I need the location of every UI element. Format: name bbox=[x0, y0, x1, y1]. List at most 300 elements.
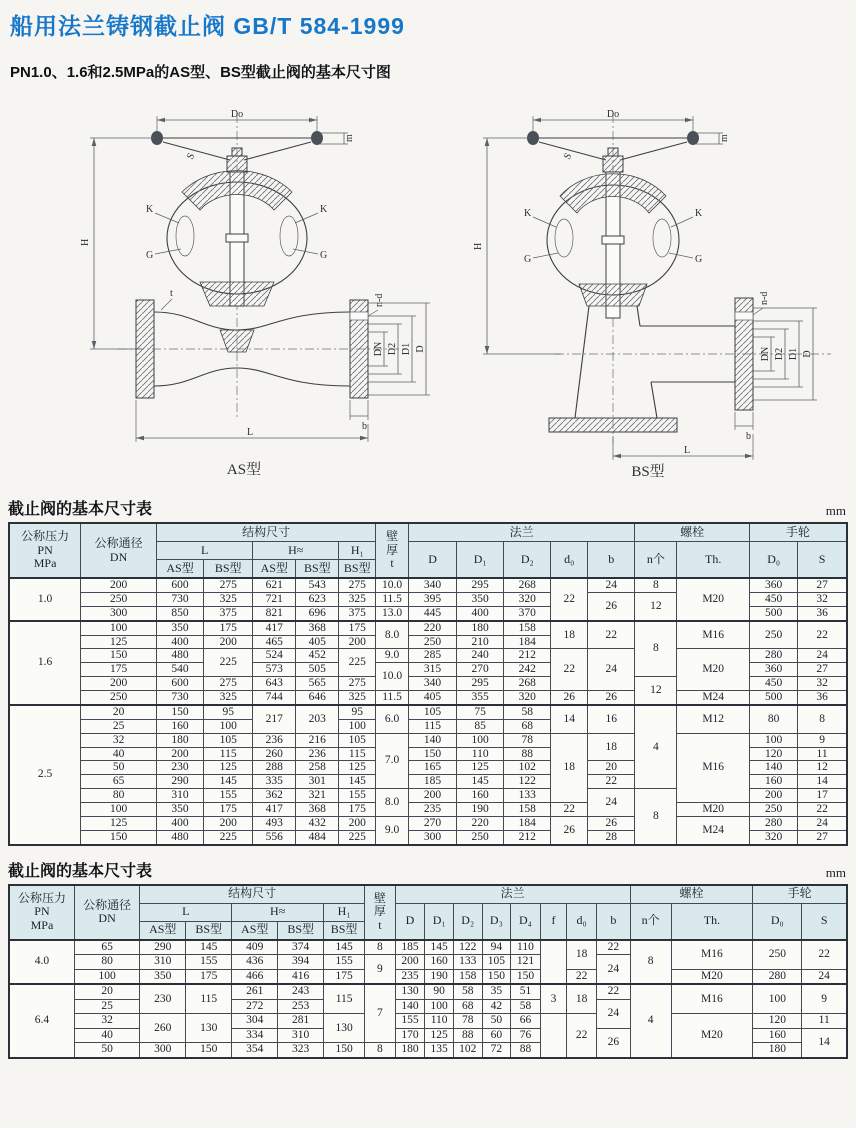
value-cell: M20 bbox=[677, 649, 750, 691]
value-cell: 32 bbox=[798, 677, 847, 691]
value-cell: 24 bbox=[588, 649, 635, 691]
value-cell: 100 bbox=[74, 969, 139, 984]
header-cell: AS型 bbox=[232, 921, 278, 940]
value-cell: 160 bbox=[750, 775, 798, 789]
dim-label-m: m bbox=[344, 134, 355, 142]
m-dimension bbox=[696, 133, 730, 144]
header-cell: BS型 bbox=[339, 560, 376, 579]
value-cell: 480 bbox=[157, 830, 204, 844]
value-cell: 26 bbox=[551, 691, 588, 705]
value-cell: 1.0 bbox=[9, 578, 81, 621]
value-cell: 268 bbox=[504, 578, 551, 592]
value-cell: 155 bbox=[395, 1014, 425, 1029]
value-cell: 280 bbox=[750, 649, 798, 663]
drawings-area bbox=[0, 82, 856, 484]
valve-body bbox=[549, 298, 753, 432]
value-cell: 11 bbox=[798, 747, 847, 761]
value-cell: 18 bbox=[588, 733, 635, 761]
value-cell: 100 bbox=[81, 803, 157, 817]
value-cell: 40 bbox=[81, 747, 157, 761]
value-cell: 850 bbox=[157, 606, 204, 620]
table2-caption: 截止阀的基本尺寸表 bbox=[8, 862, 153, 880]
dim-label-h: H bbox=[80, 238, 91, 246]
value-cell: 200 bbox=[339, 635, 376, 649]
header-cell: 螺栓 bbox=[635, 523, 750, 542]
value-cell: 12 bbox=[635, 677, 677, 705]
value-cell: 730 bbox=[157, 691, 204, 705]
value-cell: 58 bbox=[453, 984, 482, 999]
value-cell: 250 bbox=[750, 621, 798, 649]
dim-label-d2: D2 bbox=[774, 347, 785, 361]
value-cell: M16 bbox=[677, 621, 750, 649]
value-cell: 310 bbox=[278, 1028, 324, 1043]
value-cell: 220 bbox=[457, 816, 504, 830]
value-cell: 9.0 bbox=[376, 649, 409, 663]
value-cell: 155 bbox=[186, 955, 232, 970]
value-cell: 22 bbox=[798, 803, 847, 817]
value-cell: 350 bbox=[157, 621, 204, 635]
value-cell: 115 bbox=[204, 747, 253, 761]
value-cell: 280 bbox=[753, 969, 802, 984]
header-cell: 螺栓 bbox=[630, 885, 753, 904]
value-cell: 150 bbox=[324, 1043, 365, 1058]
header-cell: 公称通径 DN bbox=[81, 523, 157, 578]
value-cell: 730 bbox=[157, 592, 204, 606]
value-cell: 100 bbox=[457, 733, 504, 747]
header-cell: 结构尺寸 bbox=[140, 885, 365, 904]
value-cell: 22 bbox=[798, 621, 847, 649]
value-cell: 185 bbox=[395, 940, 425, 955]
value-cell: 50 bbox=[74, 1043, 139, 1058]
value-cell: M20 bbox=[677, 578, 750, 621]
value-cell: 354 bbox=[232, 1043, 278, 1058]
value-cell: 260 bbox=[253, 747, 296, 761]
value-cell: 272 bbox=[232, 999, 278, 1014]
value-cell: 465 bbox=[253, 635, 296, 649]
value-cell: 105 bbox=[482, 955, 511, 970]
value-cell: 155 bbox=[339, 789, 376, 803]
value-cell: 6.0 bbox=[376, 705, 409, 733]
value-cell: 24 bbox=[802, 969, 847, 984]
dim-label-d1: D1 bbox=[401, 342, 412, 356]
header-cell: D bbox=[408, 542, 456, 579]
value-cell: 180 bbox=[395, 1043, 425, 1058]
header-cell: b bbox=[588, 542, 635, 579]
value-cell: 150 bbox=[408, 747, 456, 761]
value-cell: 105 bbox=[408, 705, 456, 719]
value-cell: 200 bbox=[395, 955, 425, 970]
value-cell: 310 bbox=[140, 955, 186, 970]
value-cell: 9 bbox=[802, 984, 847, 1014]
value-cell: 268 bbox=[504, 677, 551, 691]
dim-label-k: K bbox=[320, 204, 328, 215]
value-cell: 450 bbox=[750, 677, 798, 691]
header-cell: 壁 厚 t bbox=[365, 885, 396, 940]
value-cell: 350 bbox=[157, 803, 204, 817]
value-cell: 115 bbox=[186, 984, 232, 1014]
value-cell: 145 bbox=[339, 775, 376, 789]
value-cell: 22 bbox=[551, 578, 588, 621]
value-cell: 24 bbox=[596, 955, 630, 985]
value-cell: 76 bbox=[511, 1028, 541, 1043]
value-cell: 8 bbox=[798, 705, 847, 733]
value-cell: 130 bbox=[186, 1014, 232, 1043]
value-cell: 150 bbox=[81, 830, 157, 844]
value-cell: 270 bbox=[408, 816, 456, 830]
dim-label-do: Do bbox=[606, 109, 620, 120]
value-cell: 130 bbox=[324, 1014, 365, 1043]
value-cell: 290 bbox=[157, 775, 204, 789]
value-cell: 6.4 bbox=[9, 984, 74, 1058]
value-cell: 95 bbox=[204, 705, 253, 719]
value-cell: 65 bbox=[74, 940, 139, 955]
value-cell: 20 bbox=[588, 761, 635, 775]
value-cell: 75 bbox=[457, 705, 504, 719]
header-cell: AS型 bbox=[157, 560, 204, 579]
value-cell: 160 bbox=[457, 789, 504, 803]
value-cell: 28 bbox=[588, 830, 635, 844]
dim-label-g: G bbox=[695, 254, 703, 265]
value-cell: 300 bbox=[81, 606, 157, 620]
value-cell: 436 bbox=[232, 955, 278, 970]
value-cell: 310 bbox=[157, 789, 204, 803]
value-cell: 295 bbox=[457, 578, 504, 592]
value-cell: 236 bbox=[253, 733, 296, 747]
value-cell: 250 bbox=[81, 592, 157, 606]
dim-label-d2: D2 bbox=[387, 342, 398, 356]
header-cell: D₂ bbox=[504, 542, 551, 579]
header-cell: L bbox=[140, 903, 232, 921]
value-cell: 325 bbox=[204, 592, 253, 606]
value-cell: 395 bbox=[408, 592, 456, 606]
value-cell: 80 bbox=[750, 705, 798, 733]
value-cell: 253 bbox=[278, 999, 324, 1014]
table2-caption-row bbox=[8, 858, 848, 881]
value-cell: 8.0 bbox=[376, 789, 409, 817]
value-cell: 370 bbox=[504, 606, 551, 620]
value-cell: 493 bbox=[253, 816, 296, 830]
value-cell: 100 bbox=[339, 719, 376, 733]
value-cell: 175 bbox=[339, 621, 376, 635]
value-cell: 12 bbox=[635, 592, 677, 620]
value-cell: 225 bbox=[339, 830, 376, 844]
header-cell: AS型 bbox=[253, 560, 296, 579]
value-cell: 88 bbox=[511, 1043, 541, 1058]
value-cell: 36 bbox=[798, 691, 847, 705]
dim-label-nd: n-d bbox=[374, 293, 385, 307]
dim-label-g: G bbox=[524, 254, 532, 265]
value-cell: 230 bbox=[157, 761, 204, 775]
dim-label-h: H bbox=[473, 242, 484, 250]
value-cell: 8 bbox=[365, 940, 396, 955]
value-cell: 140 bbox=[750, 761, 798, 775]
value-cell: 150 bbox=[81, 649, 157, 663]
value-cell: 394 bbox=[278, 955, 324, 970]
value-cell: 235 bbox=[408, 803, 456, 817]
dim-label-m: m bbox=[719, 134, 730, 142]
value-cell: 17 bbox=[798, 789, 847, 803]
value-cell: 150 bbox=[511, 969, 541, 984]
value-cell: 42 bbox=[482, 999, 511, 1014]
value-cell: 22 bbox=[551, 803, 588, 817]
value-cell: 8 bbox=[635, 621, 677, 677]
header-cell: BS型 bbox=[324, 921, 365, 940]
value-cell: 130 bbox=[395, 984, 425, 999]
value-cell: 225 bbox=[204, 649, 253, 677]
value-cell: 158 bbox=[504, 803, 551, 817]
value-cell: 25 bbox=[81, 719, 157, 733]
value-cell: 288 bbox=[253, 761, 296, 775]
value-cell: 360 bbox=[750, 578, 798, 592]
value-cell: M16 bbox=[671, 984, 753, 1014]
value-cell: 26 bbox=[588, 592, 635, 620]
value-cell: 180 bbox=[457, 621, 504, 635]
value-cell: 85 bbox=[457, 719, 504, 733]
value-cell: 50 bbox=[482, 1014, 511, 1029]
value-cell: 4 bbox=[630, 984, 671, 1058]
value-cell bbox=[540, 1014, 567, 1058]
value-cell: 250 bbox=[408, 635, 456, 649]
header-cell: D₃ bbox=[482, 903, 511, 940]
value-cell: M16 bbox=[671, 940, 753, 970]
value-cell: 125 bbox=[339, 761, 376, 775]
dim-label-d: D bbox=[415, 345, 426, 353]
value-cell: 150 bbox=[157, 705, 204, 719]
value-cell: 200 bbox=[408, 789, 456, 803]
value-cell: 500 bbox=[750, 606, 798, 620]
header-cell: 手轮 bbox=[750, 523, 847, 542]
dimension-table-2 bbox=[8, 884, 848, 1059]
value-cell: 26 bbox=[588, 691, 635, 705]
value-cell: 4 bbox=[635, 705, 677, 789]
value-cell: 50 bbox=[81, 761, 157, 775]
value-cell: 22 bbox=[596, 940, 630, 955]
header-cell: 公称压力 PN MPa bbox=[9, 523, 81, 578]
value-cell: 8 bbox=[365, 1043, 396, 1058]
table1-caption: 截止阀的基本尺寸表 bbox=[8, 501, 153, 518]
value-cell: 405 bbox=[296, 635, 339, 649]
m-dimension bbox=[320, 133, 355, 144]
value-cell: 65 bbox=[81, 775, 157, 789]
header-cell: 公称压力 PN MPa bbox=[9, 885, 74, 940]
value-cell: 94 bbox=[482, 940, 511, 955]
value-cell: 180 bbox=[157, 733, 204, 747]
value-cell: 7 bbox=[365, 984, 396, 1043]
value-cell: M24 bbox=[677, 816, 750, 844]
value-cell: 78 bbox=[453, 1014, 482, 1029]
value-cell: 821 bbox=[253, 606, 296, 620]
value-cell: 25 bbox=[74, 999, 139, 1014]
value-cell: 22 bbox=[802, 940, 847, 970]
header-cell: 公称通径 DN bbox=[74, 885, 139, 940]
value-cell: 100 bbox=[81, 621, 157, 635]
value-cell: 145 bbox=[324, 940, 365, 955]
value-cell: 184 bbox=[504, 816, 551, 830]
value-cell: 12 bbox=[798, 761, 847, 775]
value-cell: 11.5 bbox=[376, 592, 409, 606]
header-cell: D₀ bbox=[753, 903, 802, 940]
header-cell: H≈ bbox=[232, 903, 324, 921]
value-cell: 524 bbox=[253, 649, 296, 663]
value-cell: 200 bbox=[204, 635, 253, 649]
header-cell: d₀ bbox=[551, 542, 588, 579]
value-cell: 135 bbox=[425, 1043, 454, 1058]
bs-caption: BS型 bbox=[631, 464, 665, 480]
value-cell: 175 bbox=[81, 663, 157, 677]
value-cell: 374 bbox=[278, 940, 324, 955]
value-cell: 102 bbox=[453, 1043, 482, 1058]
table1-unit: mm bbox=[825, 503, 846, 518]
bs-valve-drawing bbox=[443, 86, 838, 484]
value-cell: 14 bbox=[798, 775, 847, 789]
value-cell: 22 bbox=[588, 775, 635, 789]
value-cell: 160 bbox=[753, 1028, 802, 1043]
value-cell: 290 bbox=[140, 940, 186, 955]
value-cell: 9 bbox=[365, 955, 396, 985]
dim-label-d1: D1 bbox=[788, 347, 799, 361]
dim-label-l: L bbox=[246, 427, 254, 438]
value-cell: 416 bbox=[278, 969, 324, 984]
value-cell: 122 bbox=[504, 775, 551, 789]
value-cell: 102 bbox=[504, 761, 551, 775]
as-valve-drawing bbox=[52, 86, 437, 484]
header-cell: D₂ bbox=[453, 903, 482, 940]
value-cell: 115 bbox=[339, 747, 376, 761]
value-cell: 160 bbox=[157, 719, 204, 733]
value-cell: 355 bbox=[457, 691, 504, 705]
value-cell: 350 bbox=[140, 969, 186, 984]
value-cell: M12 bbox=[677, 705, 750, 733]
header-cell: 法兰 bbox=[395, 885, 630, 904]
value-cell: 600 bbox=[157, 578, 204, 592]
dim-label-l: L bbox=[683, 445, 691, 456]
value-cell: 340 bbox=[408, 578, 456, 592]
header-cell: Th. bbox=[677, 542, 750, 579]
value-cell: 8 bbox=[630, 940, 671, 985]
value-cell: 175 bbox=[204, 621, 253, 635]
dim-label-b: b bbox=[746, 431, 751, 442]
value-cell: 133 bbox=[453, 955, 482, 970]
value-cell: 14 bbox=[802, 1028, 847, 1058]
value-cell: 300 bbox=[408, 830, 456, 844]
value-cell: 125 bbox=[81, 816, 157, 830]
value-cell: 88 bbox=[453, 1028, 482, 1043]
page-title: 船用法兰铸钢截止阀 GB/T 584-1999 bbox=[10, 13, 405, 39]
value-cell: 110 bbox=[457, 747, 504, 761]
value-cell: 200 bbox=[339, 816, 376, 830]
value-cell: M24 bbox=[677, 691, 750, 705]
table2-unit: mm bbox=[825, 864, 846, 880]
header-cell: BS型 bbox=[296, 560, 339, 579]
value-cell: M20 bbox=[671, 1014, 753, 1058]
header-cell: D₁ bbox=[457, 542, 504, 579]
header-cell: Th. bbox=[671, 903, 753, 940]
value-cell: 51 bbox=[511, 984, 541, 999]
value-cell: 184 bbox=[504, 635, 551, 649]
header-cell: BS型 bbox=[186, 921, 232, 940]
header-cell: 壁 厚 t bbox=[376, 523, 409, 578]
value-cell: 22 bbox=[567, 1014, 597, 1058]
value-cell: 125 bbox=[81, 635, 157, 649]
value-cell: 145 bbox=[186, 940, 232, 955]
header-cell: H₁ bbox=[324, 903, 365, 921]
value-cell: 140 bbox=[408, 733, 456, 747]
value-cell: 170 bbox=[395, 1028, 425, 1043]
value-cell: 8.0 bbox=[376, 621, 409, 649]
value-cell: 556 bbox=[253, 830, 296, 844]
value-cell: 27 bbox=[798, 663, 847, 677]
value-cell: 145 bbox=[457, 775, 504, 789]
value-cell: 573 bbox=[253, 663, 296, 677]
value-cell: 417 bbox=[253, 803, 296, 817]
value-cell: 375 bbox=[204, 606, 253, 620]
value-cell: 250 bbox=[457, 830, 504, 844]
header-cell: D₁ bbox=[425, 903, 454, 940]
value-cell: 200 bbox=[81, 578, 157, 592]
header-cell: AS型 bbox=[140, 921, 186, 940]
value-cell: 175 bbox=[339, 803, 376, 817]
value-cell: 10.0 bbox=[376, 663, 409, 691]
header-cell: BS型 bbox=[204, 560, 253, 579]
value-cell: 320 bbox=[750, 830, 798, 844]
value-cell: 240 bbox=[457, 649, 504, 663]
value-cell: 320 bbox=[504, 691, 551, 705]
value-cell: 80 bbox=[74, 955, 139, 970]
value-cell: M20 bbox=[677, 803, 750, 817]
value-cell: 275 bbox=[339, 677, 376, 691]
value-cell: 335 bbox=[253, 775, 296, 789]
value-cell: 484 bbox=[296, 830, 339, 844]
header-cell: n个 bbox=[630, 903, 671, 940]
value-cell: 22 bbox=[567, 969, 597, 984]
value-cell: 304 bbox=[232, 1014, 278, 1029]
value-cell: 400 bbox=[157, 635, 204, 649]
value-cell: 100 bbox=[425, 999, 454, 1014]
value-cell: 721 bbox=[253, 592, 296, 606]
dim-label-do: Do bbox=[230, 109, 244, 120]
dim-label-b: b bbox=[362, 421, 367, 432]
value-cell: 68 bbox=[453, 999, 482, 1014]
value-cell: 40 bbox=[74, 1028, 139, 1043]
value-cell: 122 bbox=[453, 940, 482, 955]
value-cell: 58 bbox=[504, 705, 551, 719]
value-cell: 80 bbox=[81, 789, 157, 803]
value-cell: 18 bbox=[551, 621, 588, 649]
value-cell: 115 bbox=[324, 984, 365, 1014]
value-cell: 325 bbox=[339, 592, 376, 606]
value-cell: 261 bbox=[232, 984, 278, 999]
value-cell: 145 bbox=[425, 940, 454, 955]
value-cell: 155 bbox=[204, 789, 253, 803]
dim-label-dn: DN bbox=[373, 341, 384, 357]
value-cell: 368 bbox=[296, 621, 339, 635]
value-cell: 250 bbox=[81, 691, 157, 705]
value-cell: 543 bbox=[296, 578, 339, 592]
value-cell: 13.0 bbox=[376, 606, 409, 620]
header-cell: 法兰 bbox=[408, 523, 634, 542]
diameter-dimensions bbox=[753, 308, 817, 400]
value-cell: 18 bbox=[567, 984, 597, 1014]
header-cell: D₄ bbox=[511, 903, 541, 940]
value-cell: 150 bbox=[482, 969, 511, 984]
value-cell: 66 bbox=[511, 1014, 541, 1029]
value-cell: 24 bbox=[588, 789, 635, 817]
value-cell: 200 bbox=[157, 747, 204, 761]
value-cell: 110 bbox=[511, 940, 541, 955]
value-cell: 145 bbox=[204, 775, 253, 789]
value-cell: 175 bbox=[186, 969, 232, 984]
value-cell: 643 bbox=[253, 677, 296, 691]
